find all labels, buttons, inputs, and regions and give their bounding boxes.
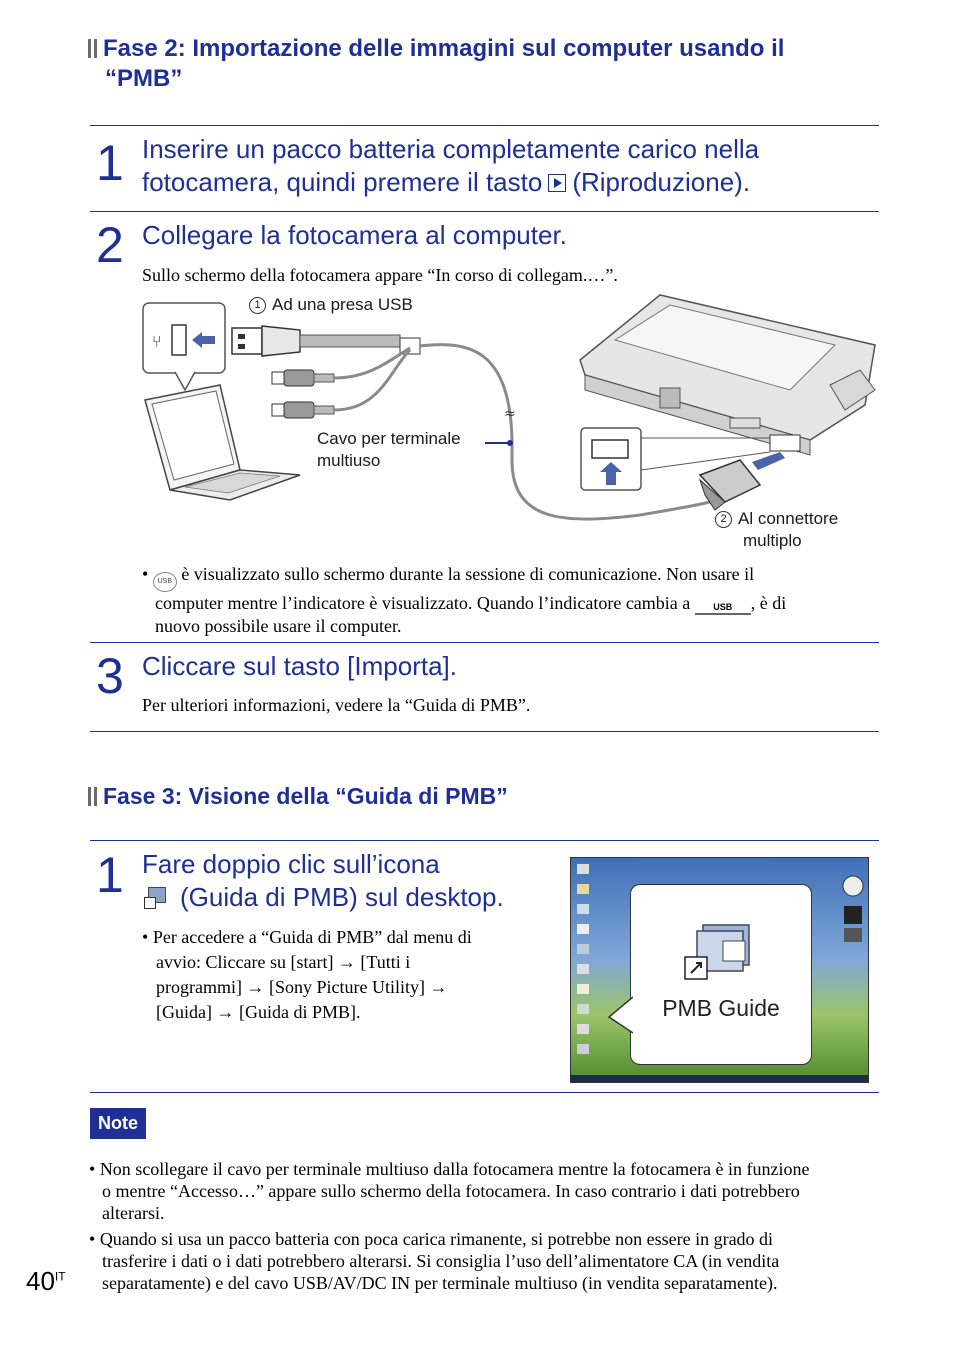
- step-guide-bullet: • Per accedere a “Guida di PMB” dal menu di avvio: Cliccare su [start] → [Tutti i programmi] → [Sony Picture Utility] → [Guida] → [Guida di PMB].: [142, 927, 472, 1022]
- step-guide-number: 1: [96, 847, 124, 903]
- divider: [90, 125, 879, 126]
- step-2-title: Collegare la fotocamera al computer.: [142, 220, 567, 250]
- svg-text:⑂: ⑂: [152, 332, 162, 351]
- desktop-icon-column: [571, 858, 597, 1082]
- section-marker-icon: [88, 39, 97, 58]
- label-usb-socket: 1 Ad una presa USB: [249, 294, 413, 316]
- note-badge: Note: [90, 1108, 146, 1139]
- pmb-guide-label: PMB Guide: [662, 995, 780, 1021]
- divider: [90, 731, 879, 732]
- section-3-title: Fase 3: Visione della “Guida di PMB”: [88, 781, 508, 811]
- pmb-guide-icon: [142, 885, 166, 909]
- label-multi-connector: 2 Al connettore multiplo: [715, 508, 838, 552]
- divider: [90, 211, 879, 212]
- usb-port-callout: [143, 303, 225, 390]
- note-item-2: • Quando si usa un pacco batteria con poca carica rimanente, si potrebbe non essere in grado di trasferire i dati o i dati potrebbero alterarsi. Si consiglia l’uso dell’alimentatore CA (in vendita separatamente) e del cavo USB/AV/DC IN per terminale multiuso (in vendita separatamente).: [89, 1229, 780, 1293]
- pmb-guide-callout: [630, 884, 812, 1065]
- step-1-number: 1: [96, 135, 124, 191]
- step-2-body: Sullo schermo della fotocamera appare “In corso di collegam.…”.: [142, 265, 618, 285]
- step-guide-title: Fare doppio clic sull’icona (Guida di PMB) sul desktop.: [142, 849, 504, 912]
- divider: [90, 840, 879, 841]
- sidebar-gadgets: [841, 866, 865, 946]
- taskbar: [571, 1075, 868, 1082]
- usb-plug: [232, 326, 420, 356]
- section-2-title: Fase 2: Importazione delle immagini sul computer usando il “PMB”: [88, 34, 888, 94]
- section-marker-icon: [88, 787, 97, 806]
- step-3-body: Per ulteriori informazioni, vedere la “Guida di PMB”.: [142, 695, 531, 715]
- note-item-1: • Non scollegare il cavo per terminale multiuso dalla fotocamera mentre la fotocamera è in funzione o mentre “Accesso…” appare sullo schermo della fotocamera. In caso contrario i dati potrebbero alterarsi.: [89, 1159, 810, 1223]
- step-3-title: Cliccare sul tasto [Importa].: [142, 651, 457, 681]
- usb-ready-icon: USB: [695, 601, 751, 615]
- playback-icon: [548, 174, 566, 192]
- step-3-number: 3: [96, 648, 124, 704]
- pmb-guide-large-icon: [683, 921, 759, 985]
- divider: [90, 1092, 879, 1093]
- divider: [90, 642, 879, 643]
- step-2-number: 2: [96, 217, 124, 273]
- step-2-bullet: • USB è visualizzato sullo schermo durante la sessione di comunicazione. Non usare il computer mentre l’indicatore è visualizzato. Quando l’indicatore cambia a USB , è di nuovo possibile usare il computer.: [142, 564, 787, 636]
- usb-communication-icon: USB: [153, 572, 177, 592]
- laptop-illustration: [145, 385, 300, 500]
- multi-connector-plug: [700, 452, 785, 510]
- svg-text:≈: ≈: [504, 406, 516, 422]
- page-number: $40^{IT}$: [26, 1266, 66, 1296]
- av-plugs: [272, 370, 334, 418]
- step-1-text: Inserire un pacco batteria completamente carico nella fotocamera, quindi premere il tasto (Riproduzione).: [142, 134, 760, 197]
- label-cable: Cavo per terminale multiuso: [317, 429, 461, 470]
